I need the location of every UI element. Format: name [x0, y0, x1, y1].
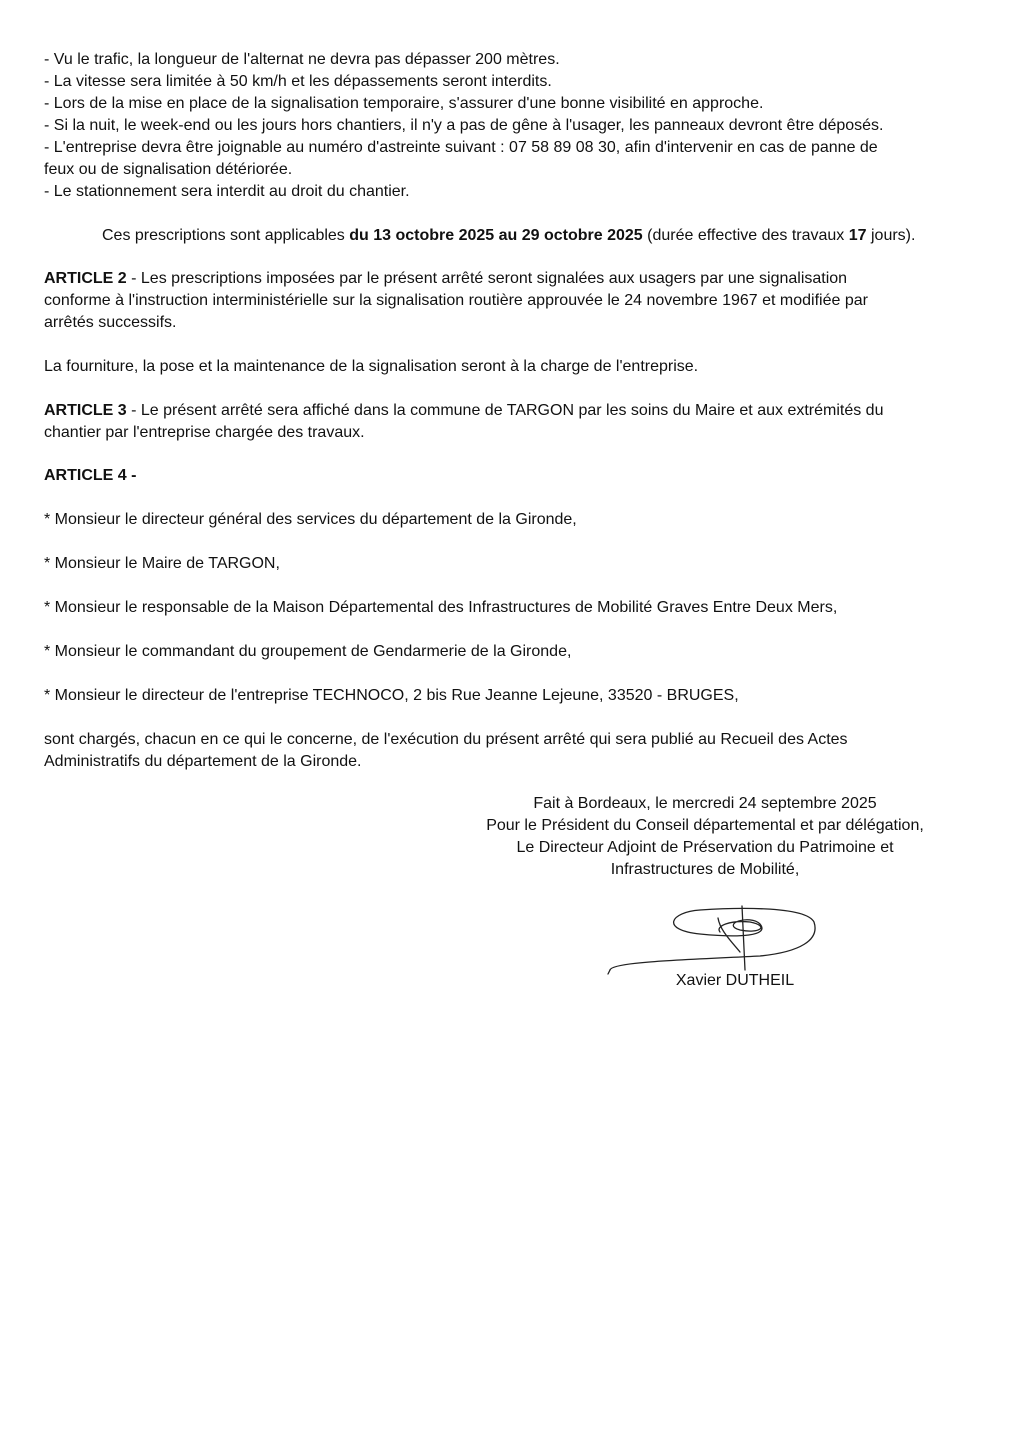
signature-title: Infrastructures de Mobilité, [610, 861, 800, 878]
signature-delegation: Pour le Président du Conseil départemental et par délégation, [486, 817, 924, 834]
recipient: * Monsieur le directeur général des services du département de la Gironde, [44, 511, 577, 528]
prescription-item: - Lors de la mise en place de la signalisation temporaire, s'assurer d'une bonne visibilité en approche. [44, 95, 764, 112]
prescription-item: - Si la nuit, le week-end ou les jours hors chantiers, il n'y a pas de gêne à l'usager, les panneaux devront être déposés. [44, 117, 884, 134]
article-2-text: - Les prescriptions imposées par le présent arrêté seront signalées aux usagers par une signalisation [126, 270, 848, 287]
handwritten-signature [600, 900, 830, 980]
article-4-heading: ARTICLE 4 - [44, 467, 137, 484]
closing-text: sont chargés, chacun en ce qui le concerne, de l'exécution du présent arrêté qui sera publié au Recueil des Actes [44, 731, 848, 748]
prescription-item-continued: feux ou de signalisation détériorée. [44, 161, 293, 178]
applicability-days: 17 [848, 227, 867, 244]
prescription-item: - L'entreprise devra être joignable au numéro d'astreinte suivant : 07 58 89 08 30, afin d'intervenir en cas de panne de [44, 139, 878, 156]
prescription-item: - La vitesse sera limitée à 50 km/h et les dépassements seront interdits. [44, 73, 552, 90]
article-3-text: chantier par l'entreprise chargée des travaux. [44, 424, 365, 441]
applicability-period [102, 225, 915, 247]
recipient: * Monsieur le responsable de la Maison Départemental des Infrastructures de Mobilité Graves Entre Deux Mers, [44, 599, 838, 616]
prescription-item: - Vu le trafic, la longueur de l'alternat ne devra pas dépasser 200 mètres. [44, 51, 560, 68]
applicability-dates: du 13 octobre 2025 au 29 octobre 2025 [349, 227, 643, 244]
recipient: * Monsieur le commandant du groupement de Gendarmerie de la Gironde, [44, 643, 572, 660]
applicability-suffix: jours). [866, 227, 916, 244]
signatory-name: Xavier DUTHEIL [675, 972, 795, 989]
article-2-heading: ARTICLE 2 [44, 270, 127, 287]
recipient: * Monsieur le directeur de l'entreprise TECHNOCO, 2 bis Rue Jeanne Lejeune, 33520 - BRUGES, [44, 687, 739, 704]
signature-title: Le Directeur Adjoint de Préservation du Patrimoine et [516, 839, 894, 856]
article-2-text: arrêtés successifs. [44, 314, 177, 331]
article-3-heading: ARTICLE 3 [44, 402, 127, 419]
article-3-text: - Le présent arrêté sera affiché dans la commune de TARGON par les soins du Maire et aux extrémités du [126, 402, 884, 419]
prescription-item: - Le stationnement sera interdit au droit du chantier. [44, 183, 410, 200]
recipient: * Monsieur le Maire de TARGON, [44, 555, 280, 572]
article-2-text: conforme à l'instruction interministérielle sur la signalisation routière approuvée le 24 novembre 1967 et modifiée par [44, 292, 868, 309]
closing-text: Administratifs du département de la Gironde. [44, 753, 362, 770]
applicability-middle: (durée effective des travaux [642, 227, 849, 244]
signature-place-date: Fait à Bordeaux, le mercredi 24 septembre 2025 [533, 795, 877, 812]
article-2-supply: La fourniture, la pose et la maintenance de la signalisation seront à la charge de l'entreprise. [44, 358, 699, 375]
applicability-prefix: Ces prescriptions sont applicables [102, 227, 350, 244]
